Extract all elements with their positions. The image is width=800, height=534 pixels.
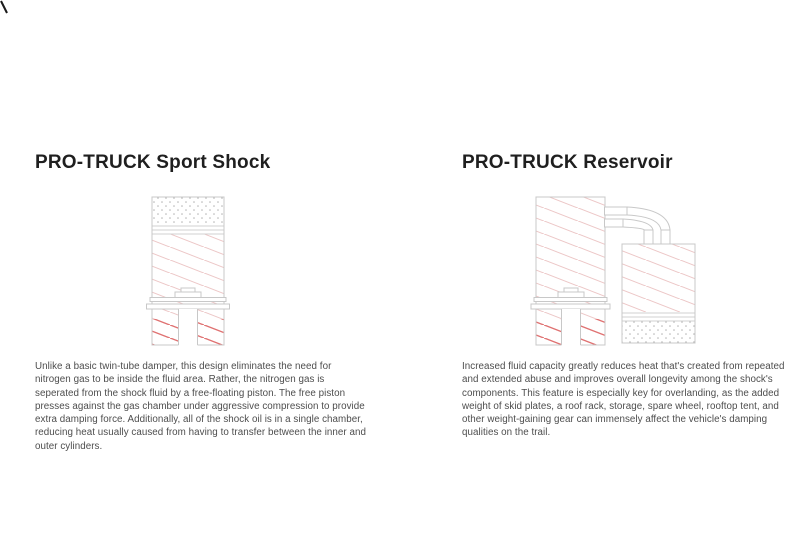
reservoir-fluid	[623, 245, 695, 313]
panel-description: Unlike a basic twin-tube damper, this design eliminates the need for nitrogen gas to be inside the fluid area. Rather, the nitrogen gas is seperated from the shock fluid by a free-floating piston. The free piston presses against the gas chamber under aggressive compression to provide extra damping force. Additionally, all of the shock oil is in a single chamber, reducing heat usually caused from having to transfer between the inner and outer cylinders.	[35, 361, 367, 452]
reservoir-body	[622, 244, 695, 343]
reservoir-gas-chamber	[623, 322, 695, 343]
page-corner-mark	[0, 0, 12, 16]
panel-description: Increased fluid capacity greatly reduces heat that's created from repeated and extended abuse and improves overall longevity among the shock's components. This feature is especially key for overlanding, as the added weight of skid plates, a roof rack, storage, spare wheel, rooftop tent, and other weight-gaining gear can immensely affect the vehicle's damping qualities on the trail.	[462, 361, 785, 439]
reservoir-shock-diagram	[520, 192, 705, 350]
shock-body	[147, 197, 230, 346]
sport-shock-diagram	[140, 192, 240, 350]
shock-shaft	[562, 309, 581, 346]
main-shock-body	[531, 197, 610, 346]
panel-title: PRO-TRUCK Sport Shock	[35, 152, 271, 173]
panel-title: PRO-TRUCK Reservoir	[462, 152, 673, 173]
gas-chamber	[153, 198, 224, 224]
shock-shaft	[179, 309, 198, 346]
connector-pipe	[605, 207, 671, 245]
